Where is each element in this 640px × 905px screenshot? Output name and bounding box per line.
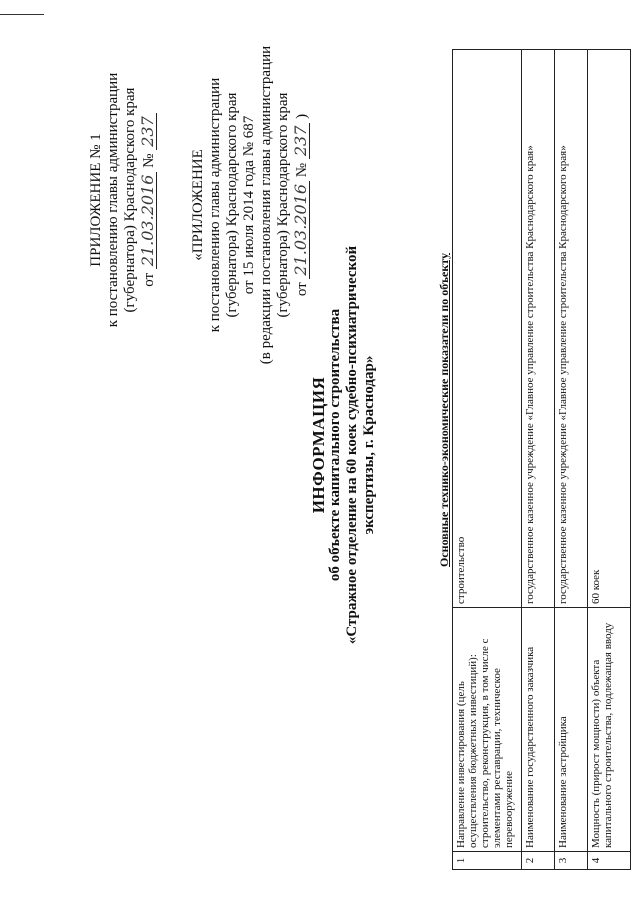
table-heading: Основные технико-экономические показатели по объекту	[437, 253, 451, 567]
appendix-1-number-prefix: №	[141, 153, 157, 168]
row-value: государственное казенное учреждение «Главное управление строительства Краснодарского края»	[522, 50, 555, 608]
appendix-2-line-3: от 15 июля 2014 года № 687	[241, 115, 257, 295]
row-value: государственное казенное учреждение «Главное управление строительства Краснодарского края»	[555, 50, 588, 608]
appendix-2-title: «ПРИЛОЖЕНИЕ	[190, 149, 206, 261]
row-label: Направление инвестирования (цель осуществления бюджетных инвестиций): строительство, реконструкция, в том числе с элементами реставрации, техническое перевооружение	[453, 608, 522, 852]
row-value: строительство	[453, 50, 522, 608]
document-title-line-1: об объекте капитального строительства	[327, 308, 343, 582]
document-title: ИНФОРМАЦИЯ	[309, 376, 328, 514]
appendix-2-line-2: (губернатора) Краснодарского края	[224, 92, 240, 318]
row-value: 60 коек	[588, 50, 631, 608]
appendix-1-date-handwritten: 21.03.2016	[139, 172, 157, 270]
document-title-block	[310, 225, 378, 665]
row-number: 3	[555, 852, 588, 870]
appendix-2-line-4: (в редакции постановления главы администрации	[258, 45, 274, 365]
appendix-2-number-handwritten: 237	[292, 123, 310, 160]
appendix-1-line-1: к постановлению главы администрации	[105, 72, 121, 328]
row-number: 2	[522, 852, 555, 870]
appendix-1-line-2: (губернатора) Краснодарского края	[122, 87, 138, 313]
appendix-1-block	[88, 50, 158, 350]
table-row	[453, 50, 522, 870]
appendix-1-date-line	[139, 50, 158, 350]
appendix-1-title: ПРИЛОЖЕНИЕ № 1	[88, 133, 104, 267]
table-row	[522, 50, 555, 870]
row-number: 1	[453, 852, 522, 870]
table-row	[555, 50, 588, 870]
table-row	[588, 50, 631, 870]
appendix-2-close-paren: )	[294, 113, 310, 119]
row-label: Мощность (прирост мощности) объекта капитального строительства, подлежащая вводу	[588, 608, 631, 852]
appendix-2-line-1: к постановлению главы администрации	[207, 77, 223, 333]
document-title-line-3: экспертизы, г. Краснодар»	[361, 355, 377, 535]
appendix-2-number-prefix: №	[294, 162, 310, 178]
appendix-2-line-5: (губернатора) Краснодарского края	[275, 92, 291, 318]
row-number: 4	[588, 852, 631, 870]
appendix-2-date-handwritten: 21.03.2016	[292, 181, 310, 279]
appendix-1-number-handwritten: 237	[139, 113, 157, 150]
document-title-line-2: «Стражное отделение на 60 коек судебно-психиатрической	[344, 245, 360, 645]
appendix-2-block	[190, 25, 311, 385]
appendix-2-date-prefix: от	[294, 282, 310, 297]
indicators-table	[452, 49, 631, 870]
row-label: Наименование государственного заказчика	[522, 608, 555, 852]
row-label: Наименование застройщика	[555, 608, 588, 852]
appendix-1-date-prefix: от	[141, 272, 157, 287]
appendix-2-date-line	[292, 25, 311, 385]
